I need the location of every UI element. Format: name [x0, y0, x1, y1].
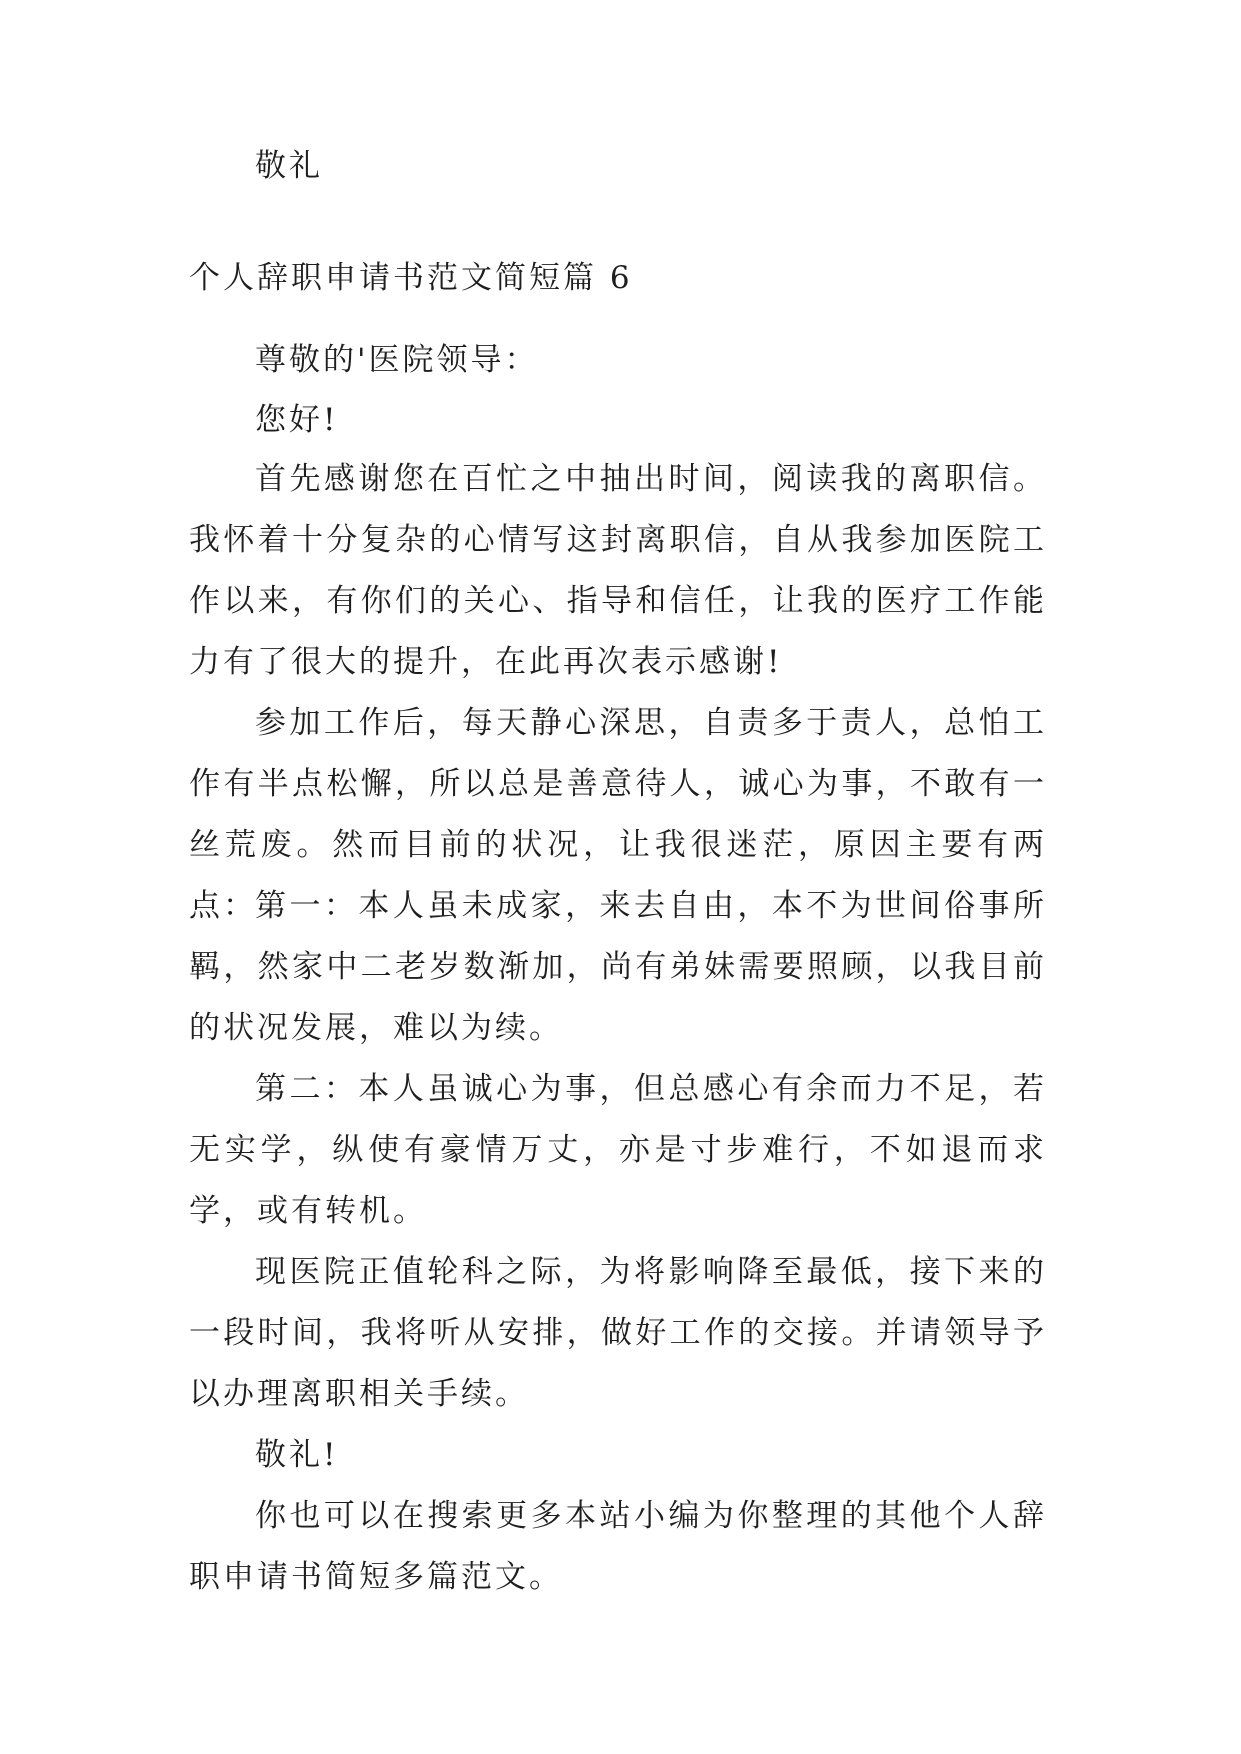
paragraph	[189, 1059, 1047, 1242]
footer-note-text: 你也可以在搜索更多本站小编为你整理的其他个人辞职申请书简短多篇范文。	[189, 1498, 1047, 1595]
paragraph	[189, 1242, 1047, 1425]
closing-top: 敬礼	[255, 148, 323, 184]
paragraph-text: 首先感谢您在百忙之中抽出时间，阅读我的离职信。我怀着十分复杂的心情写这封离职信，自从我参加医院工作以来，有你们的关心、指导和信任，让我的医疗工作能力有了很大的提升，在此再次表示感谢!	[189, 461, 1047, 680]
footer-note	[189, 1486, 1047, 1608]
section-heading: 个人辞职申请书范文简短篇 6	[189, 260, 633, 296]
paragraph-text: 第一：本人虽未成家，来去自由，本不为世间俗事所羁，然家中二老岁数渐加，尚有弟妹需要照顾，以我目前的状况发展，难以为续。	[189, 888, 1047, 1046]
paragraph-text: 第二：本人虽诚心为事，但总感心有余而力不足，若无实学，纵使有豪情万丈，亦是寸步难行，不如退而求学，或有转机。	[189, 1071, 1047, 1229]
paragraph-text: 参加工作后，每天静心深思，自责多于责人，总怕工作有半点松懈，所以总是善意待人，诚心为事，不敢有一丝荒废。然而目前的状况，让我很迷茫，原因主要有两点：	[189, 705, 1047, 924]
paragraph	[189, 449, 1047, 693]
paragraph-text: 现医院正值轮科之际，为将影响降至最低，接下来的一段时间，我将听从安排，做好工作的交接。并请领导予以办理离职相关手续。	[189, 1254, 1047, 1412]
greeting: 您好!	[255, 402, 339, 438]
paragraph	[189, 876, 1047, 1059]
closing: 敬礼!	[255, 1437, 339, 1473]
salutation: 尊敬的'医院领导：	[255, 342, 539, 378]
